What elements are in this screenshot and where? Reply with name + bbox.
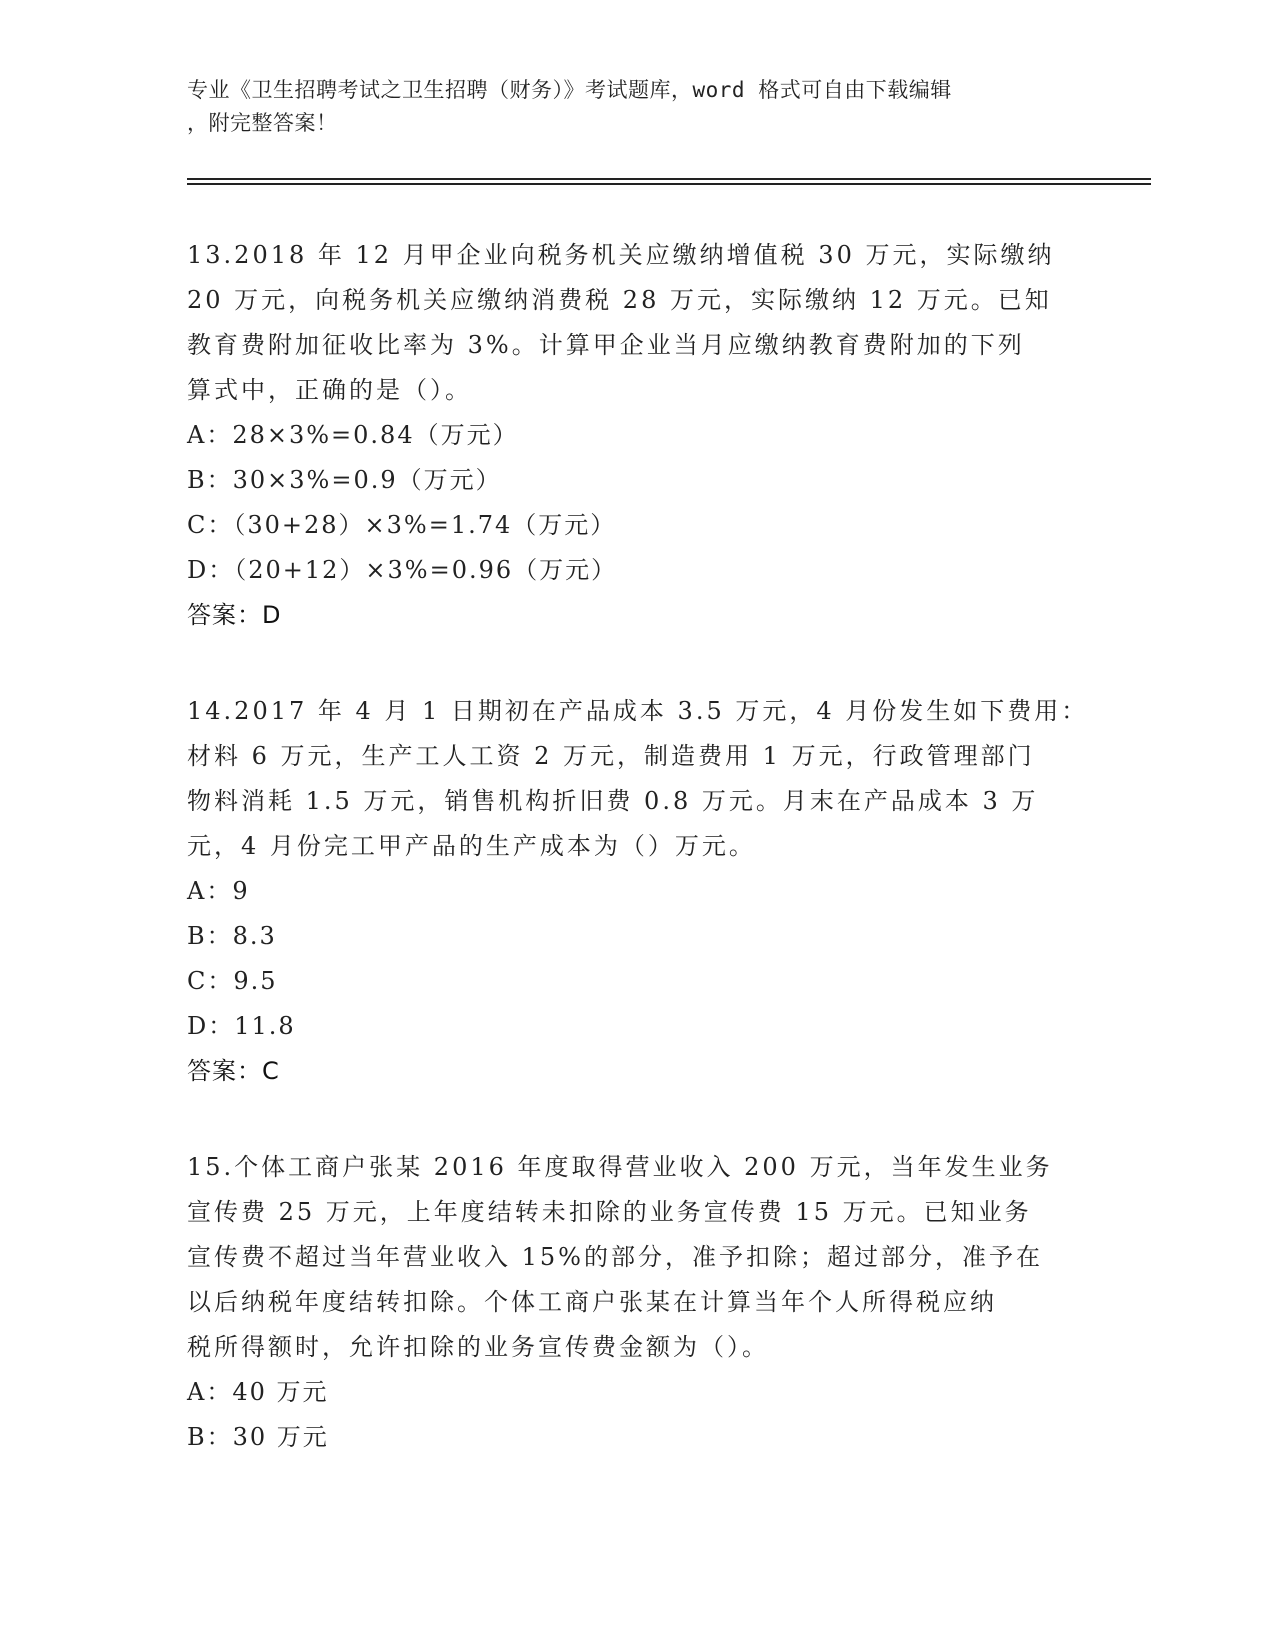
answer-line: 答案：C bbox=[187, 1057, 280, 1085]
question-text-line: 14.2017 年 4 月 1 日期初在产品成本 3.5 万元，4 月份发生如下费用： bbox=[187, 697, 1089, 725]
question-14 bbox=[187, 689, 1087, 1094]
header-divider bbox=[187, 183, 1151, 185]
question-text-line: 算式中，正确的是（）。 bbox=[187, 376, 472, 404]
question-text-line: 宣传费 25 万元，上年度结转未扣除的业务宣传费 15 万元。已知业务 bbox=[187, 1198, 1032, 1226]
option-a: A：28×3%=0.84（万元） bbox=[187, 421, 519, 449]
option-c: C：9.5 bbox=[187, 967, 278, 995]
option-a: A：40 万元 bbox=[187, 1378, 329, 1406]
header-divider bbox=[187, 178, 1151, 180]
question-13 bbox=[187, 233, 1087, 638]
question-text-line: 15.个体工商户张某 2016 年度取得营业收入 200 万元，当年发生业务 bbox=[187, 1153, 1053, 1181]
header-line: ，附完整答案！ bbox=[187, 111, 338, 135]
document-header bbox=[187, 74, 1067, 140]
option-d: D：（20+12）×3%=0.96（万元） bbox=[187, 556, 618, 584]
question-text-line: 以后纳税年度结转扣除。个体工商户张某在计算当年个人所得税应纳 bbox=[187, 1288, 997, 1316]
question-text-line: 材料 6 万元，生产工人工资 2 万元，制造费用 1 万元，行政管理部门 bbox=[187, 742, 1035, 770]
question-text-line: 元，4 月份完工甲产品的生产成本为（）万元。 bbox=[187, 832, 756, 860]
question-text-line: 税所得额时，允许扣除的业务宣传费金额为（）。 bbox=[187, 1333, 769, 1361]
option-b: B：30 万元 bbox=[187, 1423, 329, 1451]
question-text-line: 教育费附加征收比率为 3%。计算甲企业当月应缴纳教育费附加的下列 bbox=[187, 331, 1025, 359]
question-text-line: 20 万元，向税务机关应缴纳消费税 28 万元，实际缴纳 12 万元。已知 bbox=[187, 286, 1052, 314]
question-15 bbox=[187, 1145, 1087, 1460]
option-c: C：（30+28）×3%=1.74（万元） bbox=[187, 511, 617, 539]
answer-line: 答案：D bbox=[187, 601, 282, 629]
header-line: 专业《卫生招聘考试之卫生招聘（财务）》考试题库，word 格式可自由下载编辑 bbox=[187, 78, 952, 102]
option-b: B：30×3%=0.9（万元） bbox=[187, 466, 502, 494]
option-b: B：8.3 bbox=[187, 922, 277, 950]
question-text-line: 13.2018 年 12 月甲企业向税务机关应缴纳增值税 30 万元，实际缴纳 bbox=[187, 241, 1055, 269]
option-d: D：11.8 bbox=[187, 1012, 296, 1040]
option-a: A：9 bbox=[187, 877, 250, 905]
question-text-line: 宣传费不超过当年营业收入 15%的部分，准予扣除；超过部分，准予在 bbox=[187, 1243, 1043, 1271]
question-text-line: 物料消耗 1.5 万元，销售机构折旧费 0.8 万元。月末在产品成本 3 万 bbox=[187, 787, 1039, 815]
